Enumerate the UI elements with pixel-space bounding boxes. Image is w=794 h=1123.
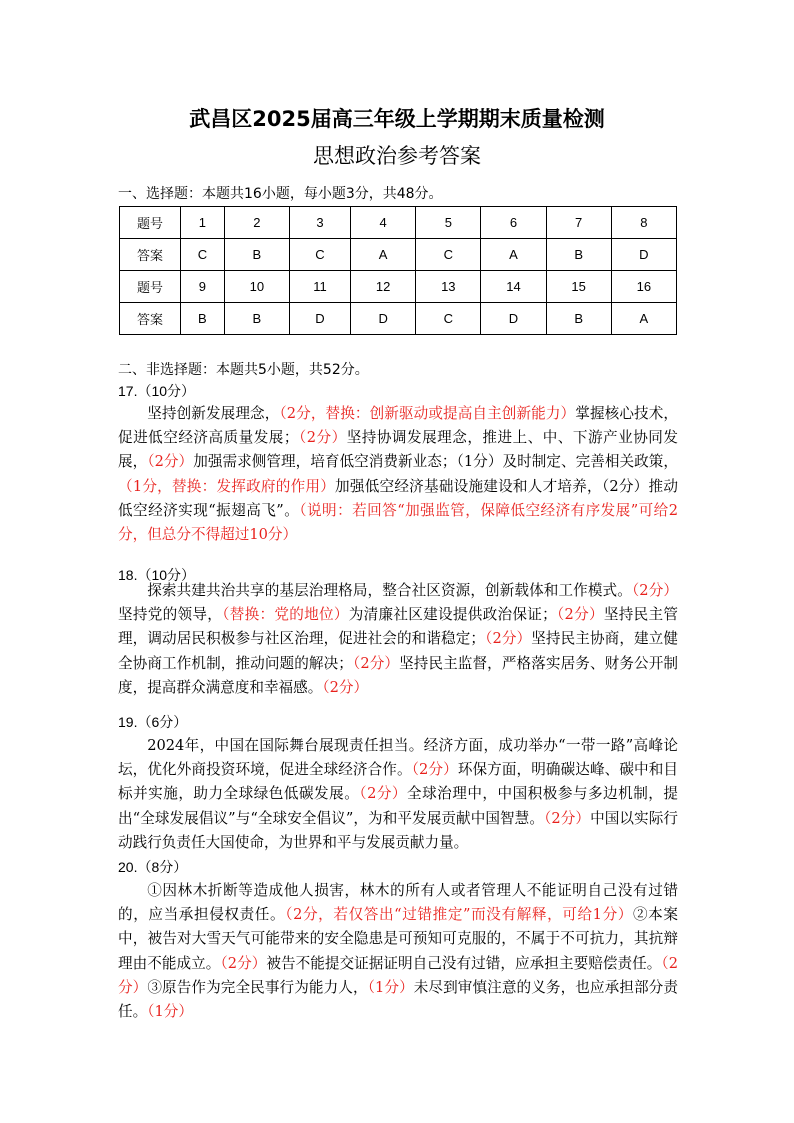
scoring-note: （2分） bbox=[631, 582, 678, 599]
table-cell: 4 bbox=[351, 207, 416, 239]
answer-text: 坚持民主协商，建立健全协商工作机制，推动问题的解决； bbox=[118, 630, 678, 672]
table-cell: D bbox=[611, 239, 676, 271]
table-cell: 14 bbox=[481, 271, 546, 303]
table-cell: 2 bbox=[224, 207, 289, 239]
table-cell: A bbox=[481, 239, 546, 271]
table-cell: C bbox=[416, 239, 481, 271]
answer-text: 坚持民主管理，调动居民积极参与社区治理，促进社会的和谐稳定； bbox=[118, 606, 678, 648]
table-cell: 12 bbox=[351, 271, 416, 303]
scoring-note: （2分） bbox=[220, 954, 267, 972]
row-header-cell: 答案 bbox=[120, 303, 181, 335]
scoring-note: （2分） bbox=[352, 654, 400, 672]
question-label: 19.（6分） bbox=[118, 714, 188, 730]
question-label: 18.（10分） bbox=[118, 567, 196, 583]
table-cell: 13 bbox=[416, 271, 481, 303]
answer-text: 未尽到审慎注意的义务，也应承担部分责任。 bbox=[118, 978, 678, 1021]
answer-text: 加强需求侧管理，培育低空消费新业态；（1分）及时制定、完善相关政策， bbox=[193, 453, 678, 471]
answer-text: 中国以实际行动践行负责任大国使命，为世界和平与发展贡献力量。 bbox=[118, 809, 678, 851]
scoring-note: （2分） bbox=[298, 429, 347, 447]
row-header-cell: 答案 bbox=[120, 239, 181, 271]
scoring-note: （1分，替换：发挥政府的作用） bbox=[118, 477, 336, 495]
row-header-cell: 题号 bbox=[120, 271, 181, 303]
scoring-note: （2分） bbox=[118, 954, 678, 996]
answer-paragraph bbox=[118, 579, 678, 700]
table-cell: D bbox=[481, 303, 546, 335]
section-heading-nonchoice: 二、非选择题：本题共5小题，共52分。 bbox=[118, 362, 369, 378]
table-cell: 16 bbox=[611, 271, 676, 303]
answer-text: 坚持党的领导， bbox=[118, 606, 223, 624]
table-cell: 11 bbox=[289, 271, 350, 303]
table-cell: B bbox=[224, 303, 289, 335]
table-cell: A bbox=[351, 239, 416, 271]
answer-paragraph bbox=[118, 734, 678, 855]
table-cell: D bbox=[351, 303, 416, 335]
table-cell: B bbox=[546, 239, 611, 271]
question-label: 17.（10分） bbox=[118, 383, 196, 399]
answer-text: 环保方面，明确碳达峰、碳中和目标并实施，助力全球绿色低碳发展。 bbox=[118, 761, 678, 803]
answer-text: ②本案中，被告对大雪天气可能带来的安全隐患是可预知可克服的，不属于不可抗力，其抗辩理由不能成立。 bbox=[118, 906, 678, 972]
answer-table bbox=[119, 206, 677, 335]
answer-text: 掌握核心技术，促进低空经济高质量发展； bbox=[118, 405, 678, 447]
document-title: 武昌区2025届高三年级上学期期末质量检测 bbox=[189, 107, 605, 131]
answer-text: ③原告作为完全民事行为能力人， bbox=[147, 978, 368, 996]
scoring-note: （说明：若回答“加强监管，保障低空经济有序发展”可给2分，但总分不得超过10分） bbox=[118, 501, 678, 544]
scoring-note: （2分，若仅答出“过错推定”而没有解释，可给1分） bbox=[285, 906, 633, 924]
scoring-note: （2分） bbox=[147, 453, 194, 471]
answer-text: ①因林木折断等造成他人损害，林木的所有人或者管理人不能证明自己没有过错的，应当承担侵权责任。 bbox=[118, 882, 678, 924]
document-subtitle: 思想政治参考答案 bbox=[313, 144, 481, 168]
scoring-note: （1分） bbox=[367, 978, 414, 996]
answer-paragraph bbox=[118, 402, 678, 547]
question-label: 20.（8分） bbox=[118, 859, 188, 875]
table-cell: 10 bbox=[224, 271, 289, 303]
scoring-note: （2分） bbox=[485, 630, 532, 648]
table-cell: C bbox=[181, 239, 225, 271]
answer-text: 被告不能提交证据证明自己没有过错，应承担主要赔偿责任。 bbox=[266, 954, 662, 972]
table-cell: 8 bbox=[611, 207, 676, 239]
answer-text: 全球治理中，中国积极参与多边机制，提出“全球发展倡议”与“全球安全倡议”，为和平发展贡献中国智慧。 bbox=[118, 785, 678, 827]
table-cell: A bbox=[611, 303, 676, 335]
scoring-note: （2分） bbox=[556, 606, 604, 624]
answer-text: 探索共建共治共享的基层治理格局，整合社区资源，创新载体和工作模式。 bbox=[147, 582, 632, 599]
table-row bbox=[120, 239, 677, 271]
table-cell: B bbox=[546, 303, 611, 335]
table-cell: B bbox=[181, 303, 225, 335]
table-cell: 1 bbox=[181, 207, 225, 239]
scoring-note: （替换：党的地位） bbox=[222, 606, 349, 624]
table-cell: 5 bbox=[416, 207, 481, 239]
table-cell: C bbox=[289, 239, 350, 271]
table-cell: 3 bbox=[289, 207, 350, 239]
table-cell: C bbox=[416, 303, 481, 335]
table-cell: D bbox=[289, 303, 350, 335]
row-header-cell: 题号 bbox=[120, 207, 181, 239]
answer-text: 坚持创新发展理念， bbox=[147, 405, 280, 422]
scoring-note: （1分） bbox=[147, 1003, 193, 1021]
table-cell: 6 bbox=[481, 207, 546, 239]
table-row bbox=[120, 303, 677, 335]
scoring-note: （2分） bbox=[359, 785, 408, 803]
table-row bbox=[120, 271, 677, 303]
table-cell: 7 bbox=[546, 207, 611, 239]
answer-paragraph bbox=[118, 879, 678, 1024]
scoring-note: （2分） bbox=[544, 809, 591, 827]
answer-text: 坚持民主监督，严格落实居务、财务公开制度，提高群众满意度和幸福感。 bbox=[118, 654, 678, 696]
answer-text: 2024年，中国在国际舞台展现责任担当。经济方面，成功举办“一带一路”高峰论坛，优化外商投资环境，促进全球经济合作。 bbox=[118, 737, 678, 779]
table-row bbox=[120, 207, 677, 239]
table-cell: 15 bbox=[546, 271, 611, 303]
answer-text: 为清廉社区建设提供政治保证； bbox=[348, 606, 557, 624]
answer-text: 加强低空经济基础设施建设和人才培养，（2分）推动低空经济实现“振翅高飞”。 bbox=[118, 477, 678, 519]
scoring-note: （2分，替换：创新驱动或提高自主创新能力） bbox=[279, 405, 576, 422]
section-heading-choice: 一、选择题：本题共16小题，每小题3分，共48分。 bbox=[118, 186, 443, 202]
scoring-note: （2分） bbox=[411, 761, 458, 779]
table-cell: 9 bbox=[181, 271, 225, 303]
answer-text: 坚持协调发展理念，推进上、中、下游产业协同发展， bbox=[118, 429, 678, 471]
scoring-note: （2分） bbox=[322, 678, 369, 696]
table-cell: B bbox=[224, 239, 289, 271]
